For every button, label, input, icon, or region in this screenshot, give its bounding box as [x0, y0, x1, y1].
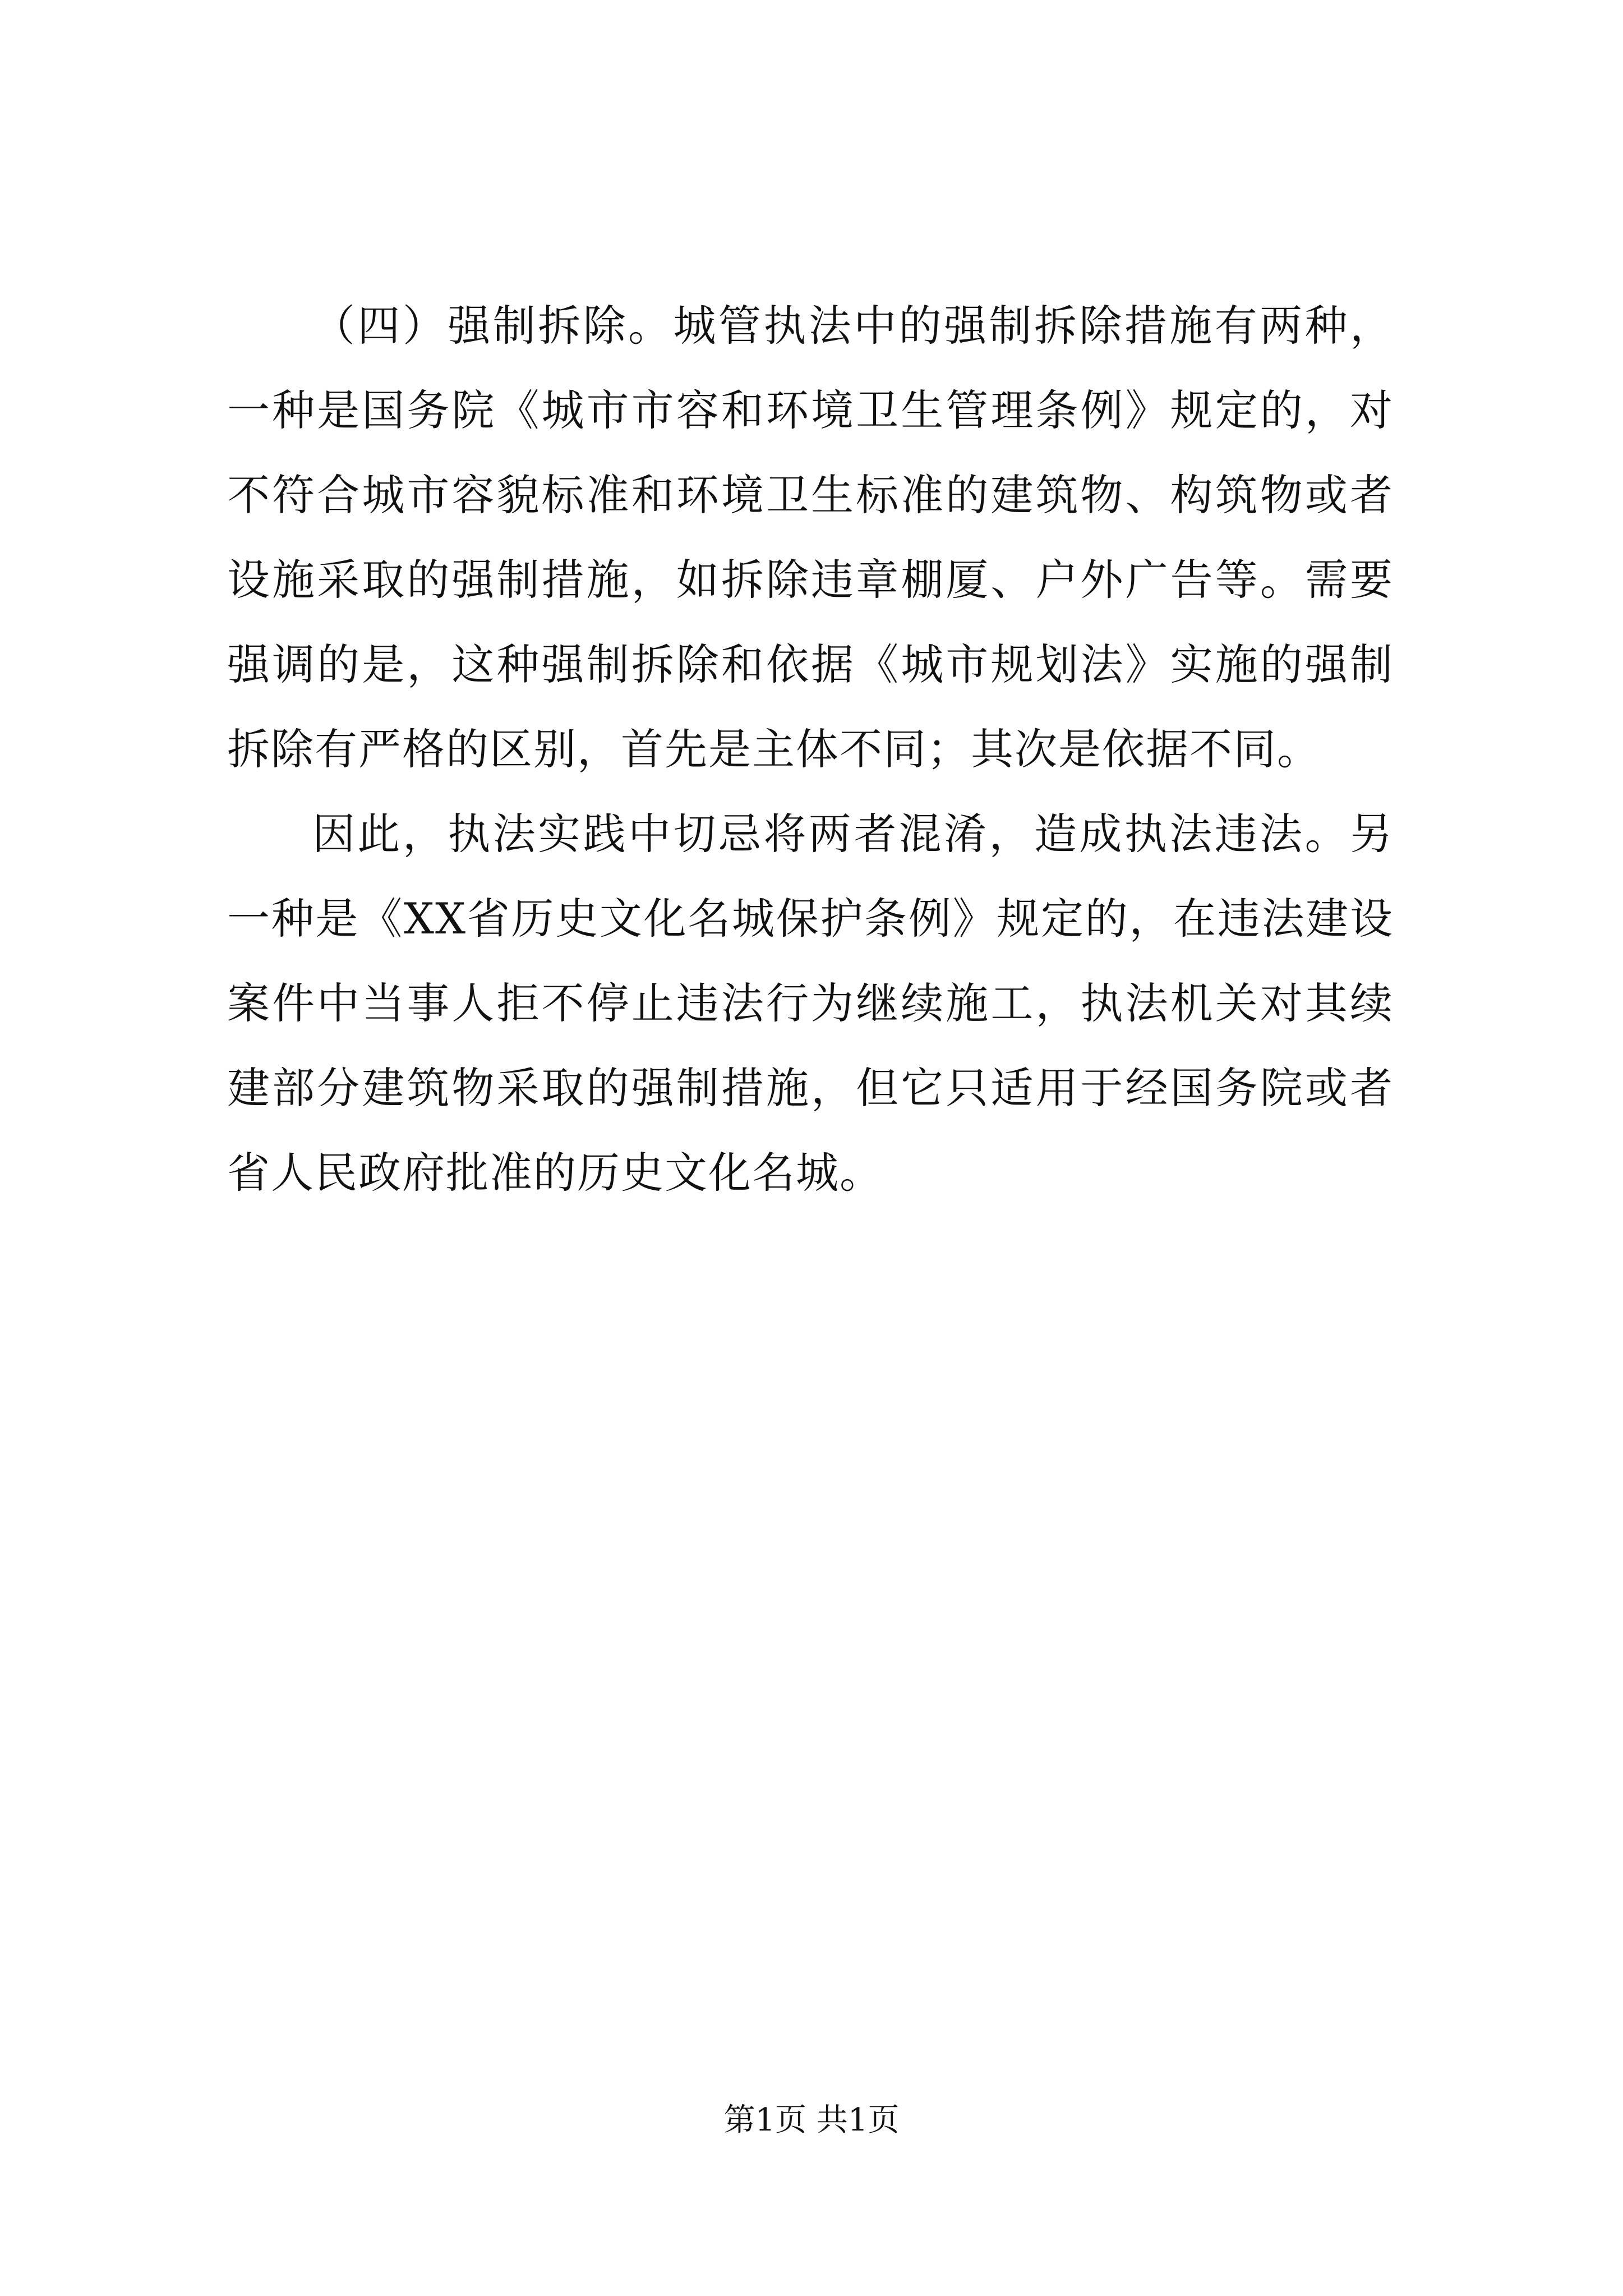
paragraph-2: 因此，执法实践中切忌将两者混淆，造成执法违法。另一种是《XX省历史文化名城保护条例》规定的，在违法建设案件中当事人拒不停止违法行为继续施工，执法机关对其续建部分建筑物采取的强制措施，但它只适用于经国务院或者省人民政府批准的历史文化名城。 — [227, 809, 1394, 1198]
paragraph-1: （四）强制拆除。城管执法中的强制拆除措施有两种，一种是国务院《城市市容和环境卫生管理条例》规定的，对不符合城市容貌标准和环境卫生标准的建筑物、构筑物或者设施采取的强制措施，如拆除违章棚厦、户外广告等。需要强调的是，这种强制拆除和依据《城市规划法》实施的强制拆除有严格的区别，首先是主体不同；其次是依据不同。 — [227, 301, 1394, 774]
page-footer: 第1页 共1页 — [723, 2102, 900, 2138]
document-body — [227, 283, 1394, 1215]
